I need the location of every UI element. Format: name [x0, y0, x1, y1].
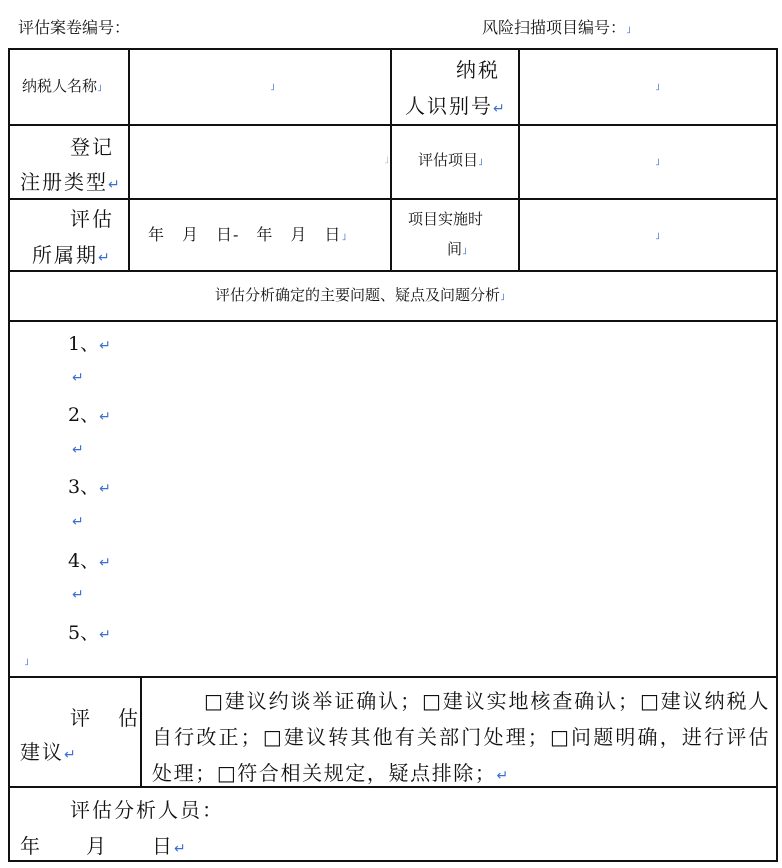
suggestion-label-text: 建议 — [20, 740, 64, 764]
taxpayer-name-field[interactable]: ˩ — [270, 82, 275, 93]
analysis-item — [68, 406, 111, 425]
corner-mark-icon: ˩ — [626, 25, 631, 36]
analysis-item-number: 3、 — [68, 476, 100, 498]
table-border-top — [8, 48, 778, 50]
return-mark-icon: ↵ — [99, 481, 111, 497]
implementation-time-label-line2 — [447, 242, 467, 257]
row-divider — [8, 270, 778, 272]
column-divider — [140, 676, 142, 788]
corner-mark-icon: ˩ — [341, 232, 348, 243]
suggestion-options — [152, 683, 770, 794]
row-divider — [8, 320, 778, 322]
assessment-period-label-line2 — [32, 245, 112, 265]
taxpayer-id-text: 人识别号 — [405, 94, 493, 118]
option-interview-confirm[interactable]: □建议约谈举证确认； — [204, 689, 422, 713]
return-mark-icon: ↵ — [99, 338, 111, 354]
analysis-item — [68, 552, 111, 571]
corner-mark-icon: ˩ — [97, 83, 102, 94]
suggestion-label-line1: 评 估 — [70, 706, 142, 730]
assessment-item-label — [418, 153, 483, 168]
taxpayer-name-text: 纳税人名称 — [22, 77, 98, 95]
return-mark-icon: ↵ — [174, 841, 188, 857]
row-divider — [8, 198, 778, 200]
return-mark-icon: ↵ — [99, 627, 111, 643]
registration-type-label-line1: 登记 — [70, 135, 114, 159]
row-divider — [8, 124, 778, 126]
return-mark-icon: ↵ — [99, 409, 111, 425]
case-number-label: 评估案卷编号： — [18, 18, 131, 37]
taxpayer-id-label-line1: 纳税 — [456, 58, 500, 82]
option-onsite-check[interactable]: □建议实地核查确认； — [421, 689, 640, 713]
assessment-period-value[interactable] — [148, 227, 347, 243]
corner-mark-icon: ˩ — [24, 657, 29, 668]
column-divider — [390, 48, 392, 272]
analysis-item-number: 2、 — [68, 404, 100, 426]
return-mark-icon: ↵ — [72, 587, 84, 603]
table-border-left — [8, 48, 10, 862]
corner-mark-icon: ˩ — [478, 157, 483, 168]
registration-type-field[interactable]: ˩ — [384, 155, 389, 166]
assessment-period-date-text: 年 月 日- 年 月 日 — [148, 225, 342, 244]
taxpayer-id-label-line2 — [405, 96, 507, 116]
analysis-item-number: 5、 — [68, 622, 100, 644]
column-divider — [518, 48, 520, 272]
option-doubt-cleared[interactable]: □符合相关规定，疑点排除； — [216, 761, 497, 785]
row-divider — [8, 676, 778, 678]
return-mark-icon: ↵ — [98, 250, 112, 266]
return-mark-icon: ↵ — [493, 101, 507, 117]
return-mark-icon: ↵ — [99, 555, 111, 571]
scan-project-number-text: 风险扫描项目编号： — [482, 18, 627, 37]
analysis-item-number: 4、 — [68, 550, 100, 572]
return-mark-icon: ↵ — [496, 768, 510, 784]
analysis-section-title — [215, 288, 505, 303]
scan-project-number-label — [482, 20, 631, 36]
assessment-item-field[interactable]: ˩ — [655, 157, 660, 168]
taxpayer-name-label — [22, 79, 102, 94]
return-mark-icon: ↵ — [108, 177, 122, 193]
analyst-date — [20, 836, 188, 856]
option-transfer-department[interactable]: □建议转其他有关部门处理； — [262, 725, 550, 749]
table-border-right — [776, 48, 778, 862]
corner-mark-icon: ˩ — [500, 292, 505, 303]
implementation-time-field[interactable]: ˩ — [655, 231, 660, 242]
analyst-date-text: 年 月 日 — [20, 834, 174, 858]
assessment-period-text: 所属期 — [32, 243, 98, 267]
analysis-section-title-text: 评估分析确定的主要问题、疑点及问题分析 — [215, 286, 501, 304]
analysis-item — [68, 335, 111, 354]
return-mark-icon: ↵ — [72, 442, 84, 458]
option-assessment-processing[interactable]: □问题明确，进行评估处理； — [152, 725, 770, 785]
analysis-item-number: 1、 — [68, 333, 100, 355]
implementation-time-text: 间 — [447, 240, 463, 258]
taxpayer-id-field[interactable]: ˩ — [655, 82, 660, 93]
corner-mark-icon: ˩ — [462, 246, 467, 257]
column-divider — [128, 48, 130, 272]
table-border-bottom — [8, 860, 778, 862]
implementation-time-label-line1: 项目实施时 — [408, 210, 484, 228]
assessment-period-label-line1: 评估 — [70, 207, 114, 231]
return-mark-icon: ↵ — [72, 514, 84, 530]
option-self-correction[interactable]: □建议纳税人自行改正； — [152, 689, 770, 749]
return-mark-icon: ↵ — [72, 370, 84, 386]
registration-type-label-line2 — [20, 172, 122, 192]
analysis-item — [68, 478, 111, 497]
analysis-item — [68, 624, 111, 643]
assessment-item-text: 评估项目 — [418, 151, 479, 169]
analyst-label: 评估分析人员： — [70, 798, 224, 822]
suggestion-label-line2 — [20, 742, 78, 762]
registration-type-text: 注册类型 — [20, 170, 108, 194]
return-mark-icon: ↵ — [64, 747, 78, 763]
